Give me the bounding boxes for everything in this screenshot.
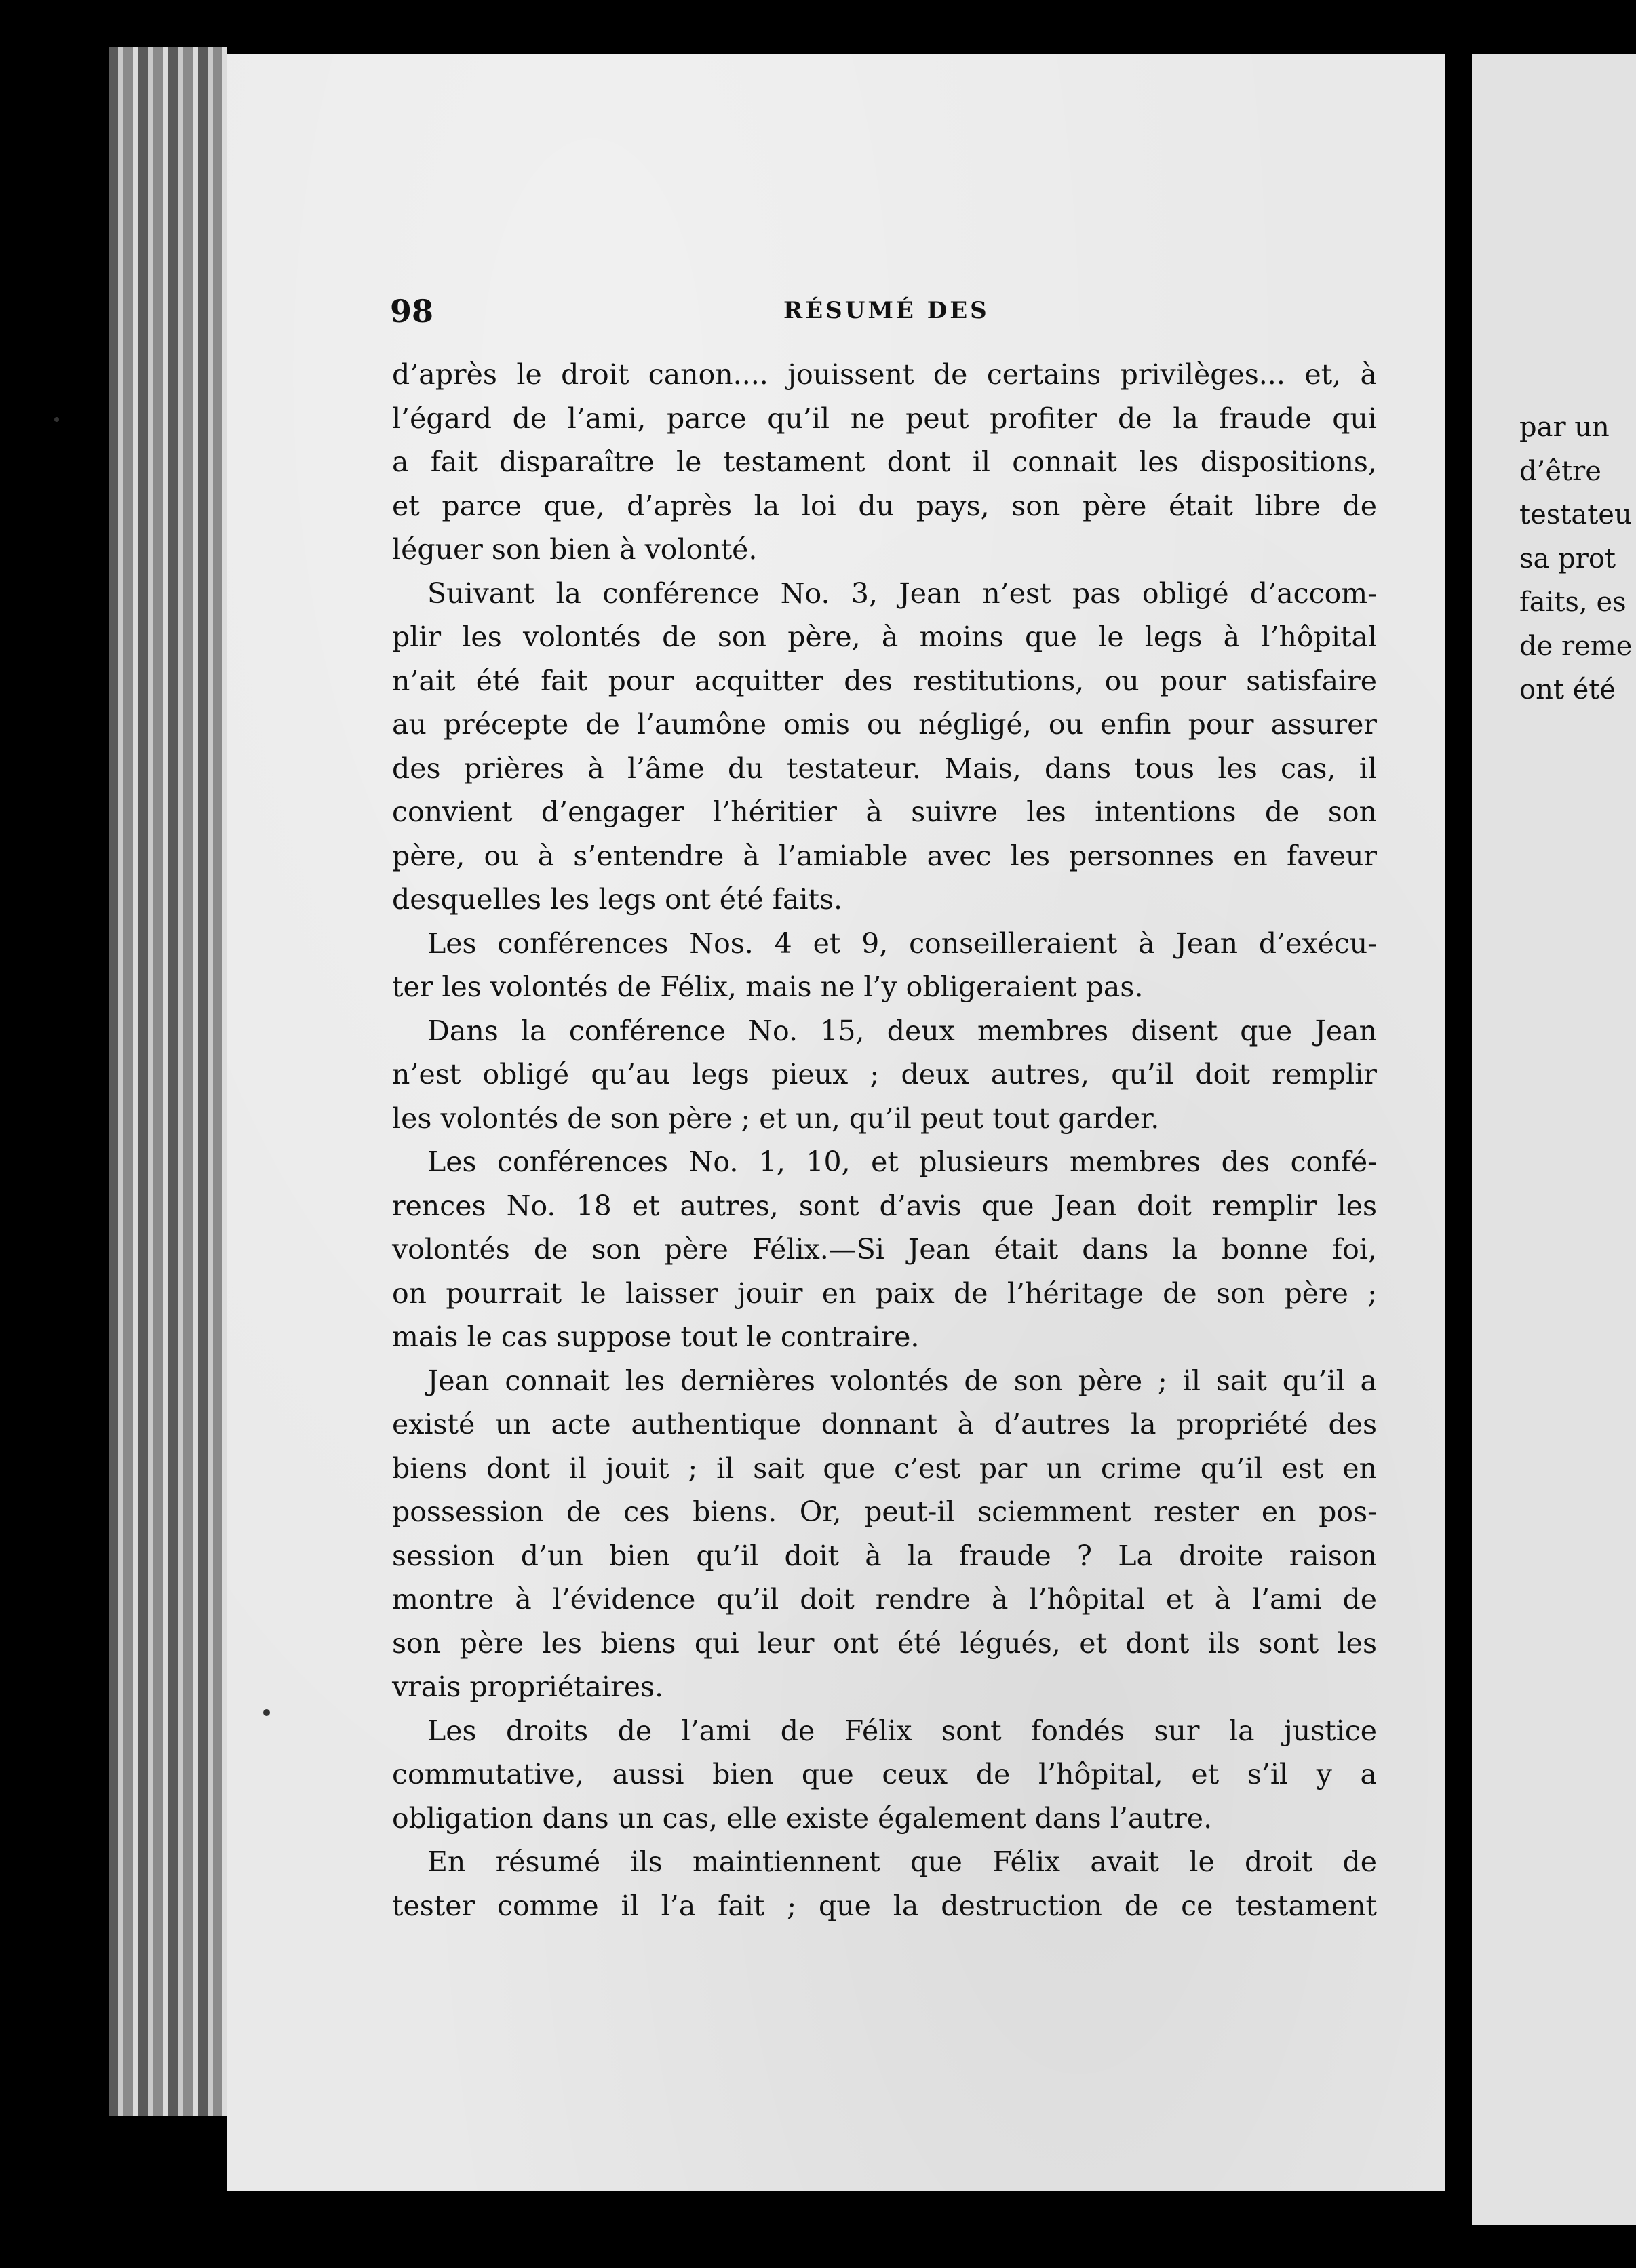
facing-page-text — [1519, 406, 1636, 712]
text-line: rences No. 18 et autres, sont d’avis que Jean doit remplir les — [392, 1189, 1377, 1222]
paragraph — [392, 1009, 1377, 1141]
text-line: convient d’engager l’héritier à suivre les intentions de son — [392, 796, 1377, 828]
facing-line: par un — [1519, 412, 1610, 443]
text-line: n’ait été fait pour acquitter des restitutions, ou pour satisfaire — [392, 664, 1377, 697]
paragraph — [392, 1140, 1377, 1359]
text-line: session d’un bien qu’il doit à la fraude ? La droite raison — [392, 1539, 1377, 1572]
text-line: En résumé ils maintiennent que Félix avait le droit de — [427, 1845, 1377, 1878]
ink-speck — [54, 417, 59, 422]
text-line: tester comme il l’a fait ; que la destruction de ce testament — [392, 1889, 1377, 1922]
facing-line: testateu — [1519, 499, 1632, 530]
text-line: on pourrait le laisser jouir en paix de l’héritage de son père ; — [392, 1276, 1377, 1310]
running-head: RÉSUMÉ DES — [783, 297, 990, 324]
text-line: léguer son bien à volonté. — [392, 533, 758, 566]
text-line: obligation dans un cas, elle existe également dans l’autre. — [392, 1801, 1213, 1835]
text-line: n’est obligé qu’au legs pieux ; deux autres, qu’il doit remplir — [392, 1058, 1377, 1091]
text-line: Dans la conférence No. 15, deux membres disent que Jean — [427, 1014, 1377, 1047]
text-line: père, ou à s’entendre à l’amiable avec les personnes en faveur — [392, 839, 1377, 872]
text-line: commutative, aussi bien que ceux de l’hôpital, et s’il y a — [392, 1758, 1377, 1791]
body-text — [392, 353, 1377, 1928]
text-line: l’égard de l’ami, parce qu’il ne peut profiter de la fraude qui — [392, 402, 1377, 435]
text-line: au précepte de l’aumône omis ou négligé, ou enfin pour assurer — [392, 708, 1377, 741]
book-edge — [109, 47, 227, 2116]
facing-line: d’être — [1519, 455, 1601, 487]
paragraph — [392, 1359, 1377, 1709]
paragraph — [392, 922, 1377, 1009]
page-number: 98 — [390, 293, 434, 330]
facing-line: de reme — [1519, 630, 1633, 662]
paragraph — [392, 572, 1377, 922]
text-line: Suivant la conférence No. 3, Jean n’est pas obligé d’accom- — [427, 576, 1377, 610]
text-line: mais le cas suppose tout le contraire. — [392, 1321, 920, 1353]
paragraph — [392, 1709, 1377, 1841]
text-line: les volontés de son père ; et un, qu’il peut tout garder. — [392, 1101, 1160, 1135]
text-line: biens dont il jouit ; il sait que c’est par un crime qu’il est en — [392, 1451, 1377, 1485]
text-line: Jean connait les dernières volontés de son père ; il sait qu’il a — [427, 1364, 1377, 1397]
text-line: d’après le droit canon.... jouissent de certains privilèges... et, à — [392, 358, 1377, 391]
facing-page — [1472, 54, 1636, 2225]
text-line: Les conférences Nos. 4 et 9, conseilleraient à Jean d’exécu- — [427, 926, 1377, 960]
paragraph — [392, 353, 1377, 572]
text-line: ter les volontés de Félix, mais ne l’y obligeraient pas. — [392, 971, 1144, 1003]
text-line: et parce que, d’après la loi du pays, son père était libre de — [392, 489, 1377, 522]
facing-line: faits, es — [1519, 587, 1627, 618]
text-line: montre à l’évidence qu’il doit rendre à l’hôpital et à l’ami de — [392, 1583, 1377, 1616]
facing-line: sa prot — [1519, 543, 1616, 574]
text-line: existé un acte authentique donnant à d’autres la propriété des — [392, 1408, 1377, 1441]
text-line: desquelles les legs ont été faits. — [392, 883, 843, 916]
text-line: son père les biens qui leur ont été légués, et dont ils sont les — [392, 1626, 1377, 1660]
page-header — [390, 293, 1380, 334]
text-line: Les droits de l’ami de Félix sont fondés sur la justice — [427, 1714, 1377, 1747]
text-line: a fait disparaître le testament dont il connait les dispositions, — [392, 446, 1377, 478]
paragraph — [392, 1840, 1377, 1928]
facing-line: ont été — [1519, 674, 1616, 705]
ink-speck — [263, 1709, 270, 1716]
text-line: des prières à l’âme du testateur. Mais, dans tous les cas, il — [392, 751, 1377, 785]
text-line: Les conférences No. 1, 10, et plusieurs membres des confé- — [427, 1146, 1377, 1178]
text-line: vrais propriétaires. — [392, 1670, 664, 1703]
text-line: plir les volontés de son père, à moins que le legs à l’hôpital — [392, 621, 1377, 653]
text-line: volontés de son père Félix.—Si Jean était dans la bonne foi, — [392, 1233, 1377, 1266]
text-line: possession de ces biens. Or, peut-il sciemment rester en pos- — [392, 1495, 1377, 1528]
